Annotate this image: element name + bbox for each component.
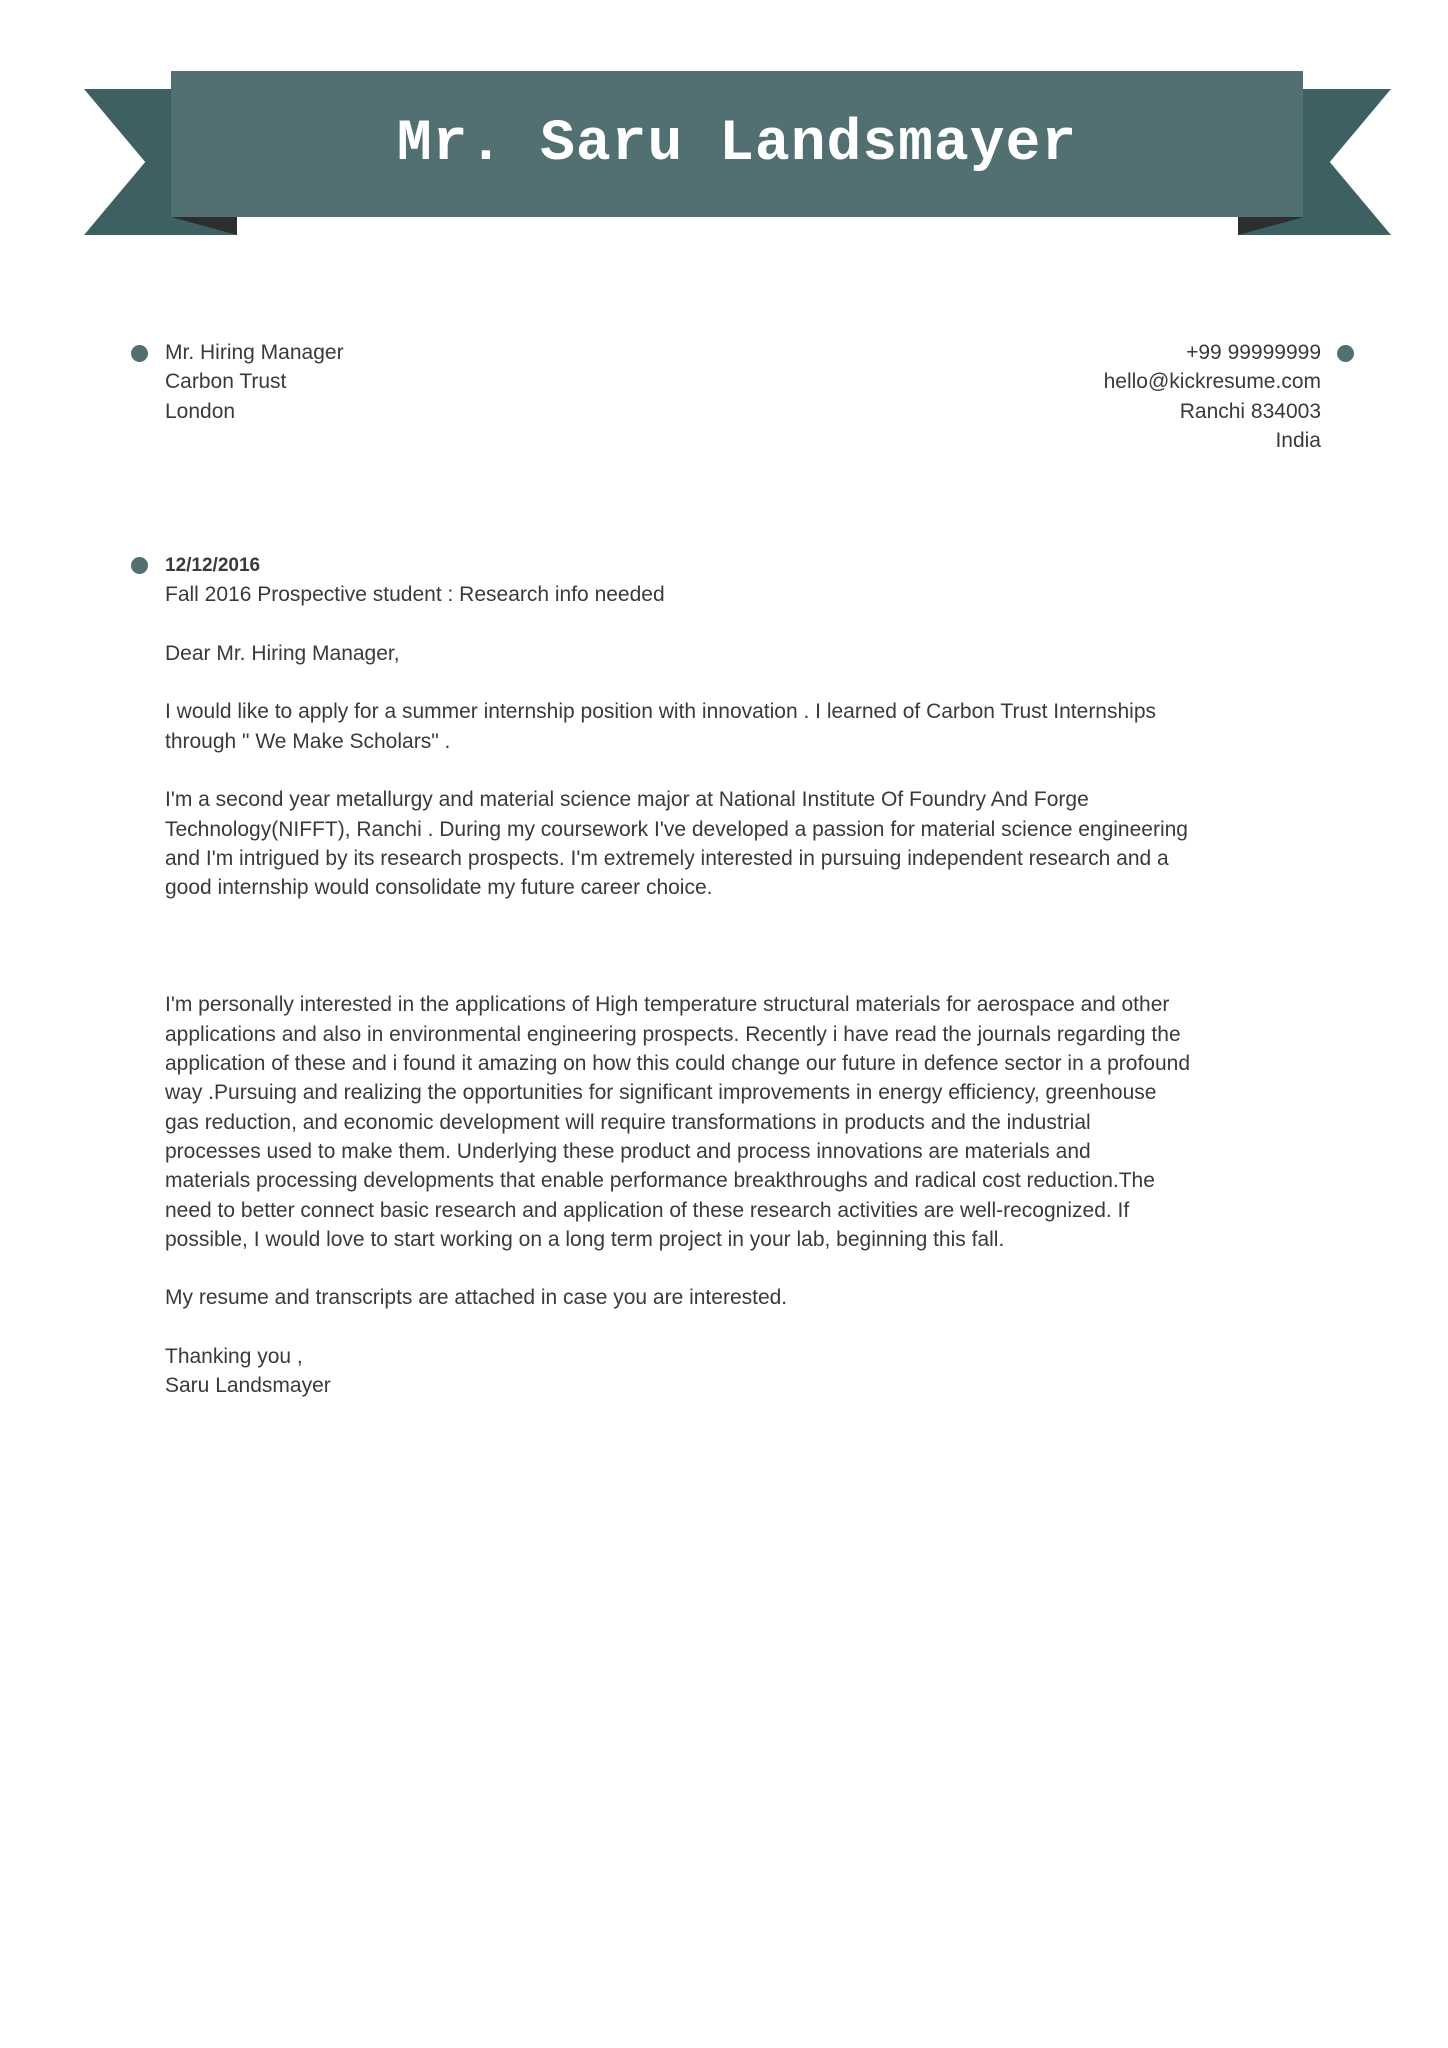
sender-bullet-icon (1337, 345, 1354, 362)
text-line: need to better connect basic research and application of these research activities are well-recognized. If (165, 1198, 1130, 1222)
letter-body (165, 551, 1345, 1401)
signature: Saru Landsmayer (165, 1374, 331, 1398)
name-banner (171, 71, 1303, 217)
recipient-bullet-icon (131, 345, 148, 362)
recipient-address (165, 338, 344, 426)
text-line: processes used to make them. Underlying these product and process innovations are materials and (165, 1139, 1091, 1163)
text-line: through " We Make Scholars" . (165, 729, 451, 753)
text-line: way .Pursuing and realizing the opportunities for significant improvements in energy efficiency, greenhouse (165, 1081, 1157, 1105)
text-line: possible, I would love to start working on a long term project in your lab, beginning this fall. (165, 1227, 1005, 1251)
sender-contact (1104, 338, 1321, 455)
text-line: and I'm intrigued by its research prospects. I'm extremely interested in pursuing independent research and a (165, 846, 1169, 870)
text-line: I would like to apply for a summer internship position with innovation . I learned of Carbon Trust Internships (165, 700, 1157, 724)
text-line: application of these and i found it amazing on how this could change our future in defence sector in a profound (165, 1052, 1191, 1076)
text-line: applications and also in environmental engineering prospects. Recently i have read the journals regarding the (165, 1022, 1181, 1046)
salutation: Dear Mr. Hiring Manager, (165, 641, 400, 665)
applicant-name: Mr. Saru Landsmayer (396, 111, 1078, 177)
recipient-city: London (165, 399, 236, 423)
text-line: good internship would consolidate my future career choice. (165, 876, 713, 900)
text-line: I'm a second year metallurgy and material science major at National Institute Of Foundry And Forge (165, 788, 1089, 812)
recipient-name: Mr. Hiring Manager (165, 341, 344, 364)
closing-paragraph: My resume and transcripts are attached in case you are interested. (165, 1286, 788, 1310)
sender-city: Ranchi 834003 (1179, 399, 1321, 423)
signoff: Thanking you , (165, 1345, 303, 1369)
letter-date: 12/12/2016 (165, 555, 261, 576)
letter-subject: Fall 2016 Prospective student : Research info needed (165, 583, 665, 607)
sender-phone: +99 99999999 (1186, 341, 1321, 364)
text-line: gas reduction, and economic development will require transformations in products and the industrial (165, 1110, 1091, 1134)
text-line: Technology(NIFFT), Ranchi . During my coursework I've developed a passion for material science engineering (165, 817, 1188, 841)
sender-country: India (1275, 428, 1321, 452)
text-line: materials processing developments that enable performance breakthroughs and radical cost reduction.The (165, 1169, 1155, 1193)
text-line: I'm personally interested in the applications of High temperature structural materials for aerospace and other (165, 993, 1170, 1017)
sender-email: hello@kickresume.com (1103, 370, 1321, 394)
recipient-company: Carbon Trust (165, 370, 287, 394)
letter-bullet-icon (131, 557, 148, 574)
